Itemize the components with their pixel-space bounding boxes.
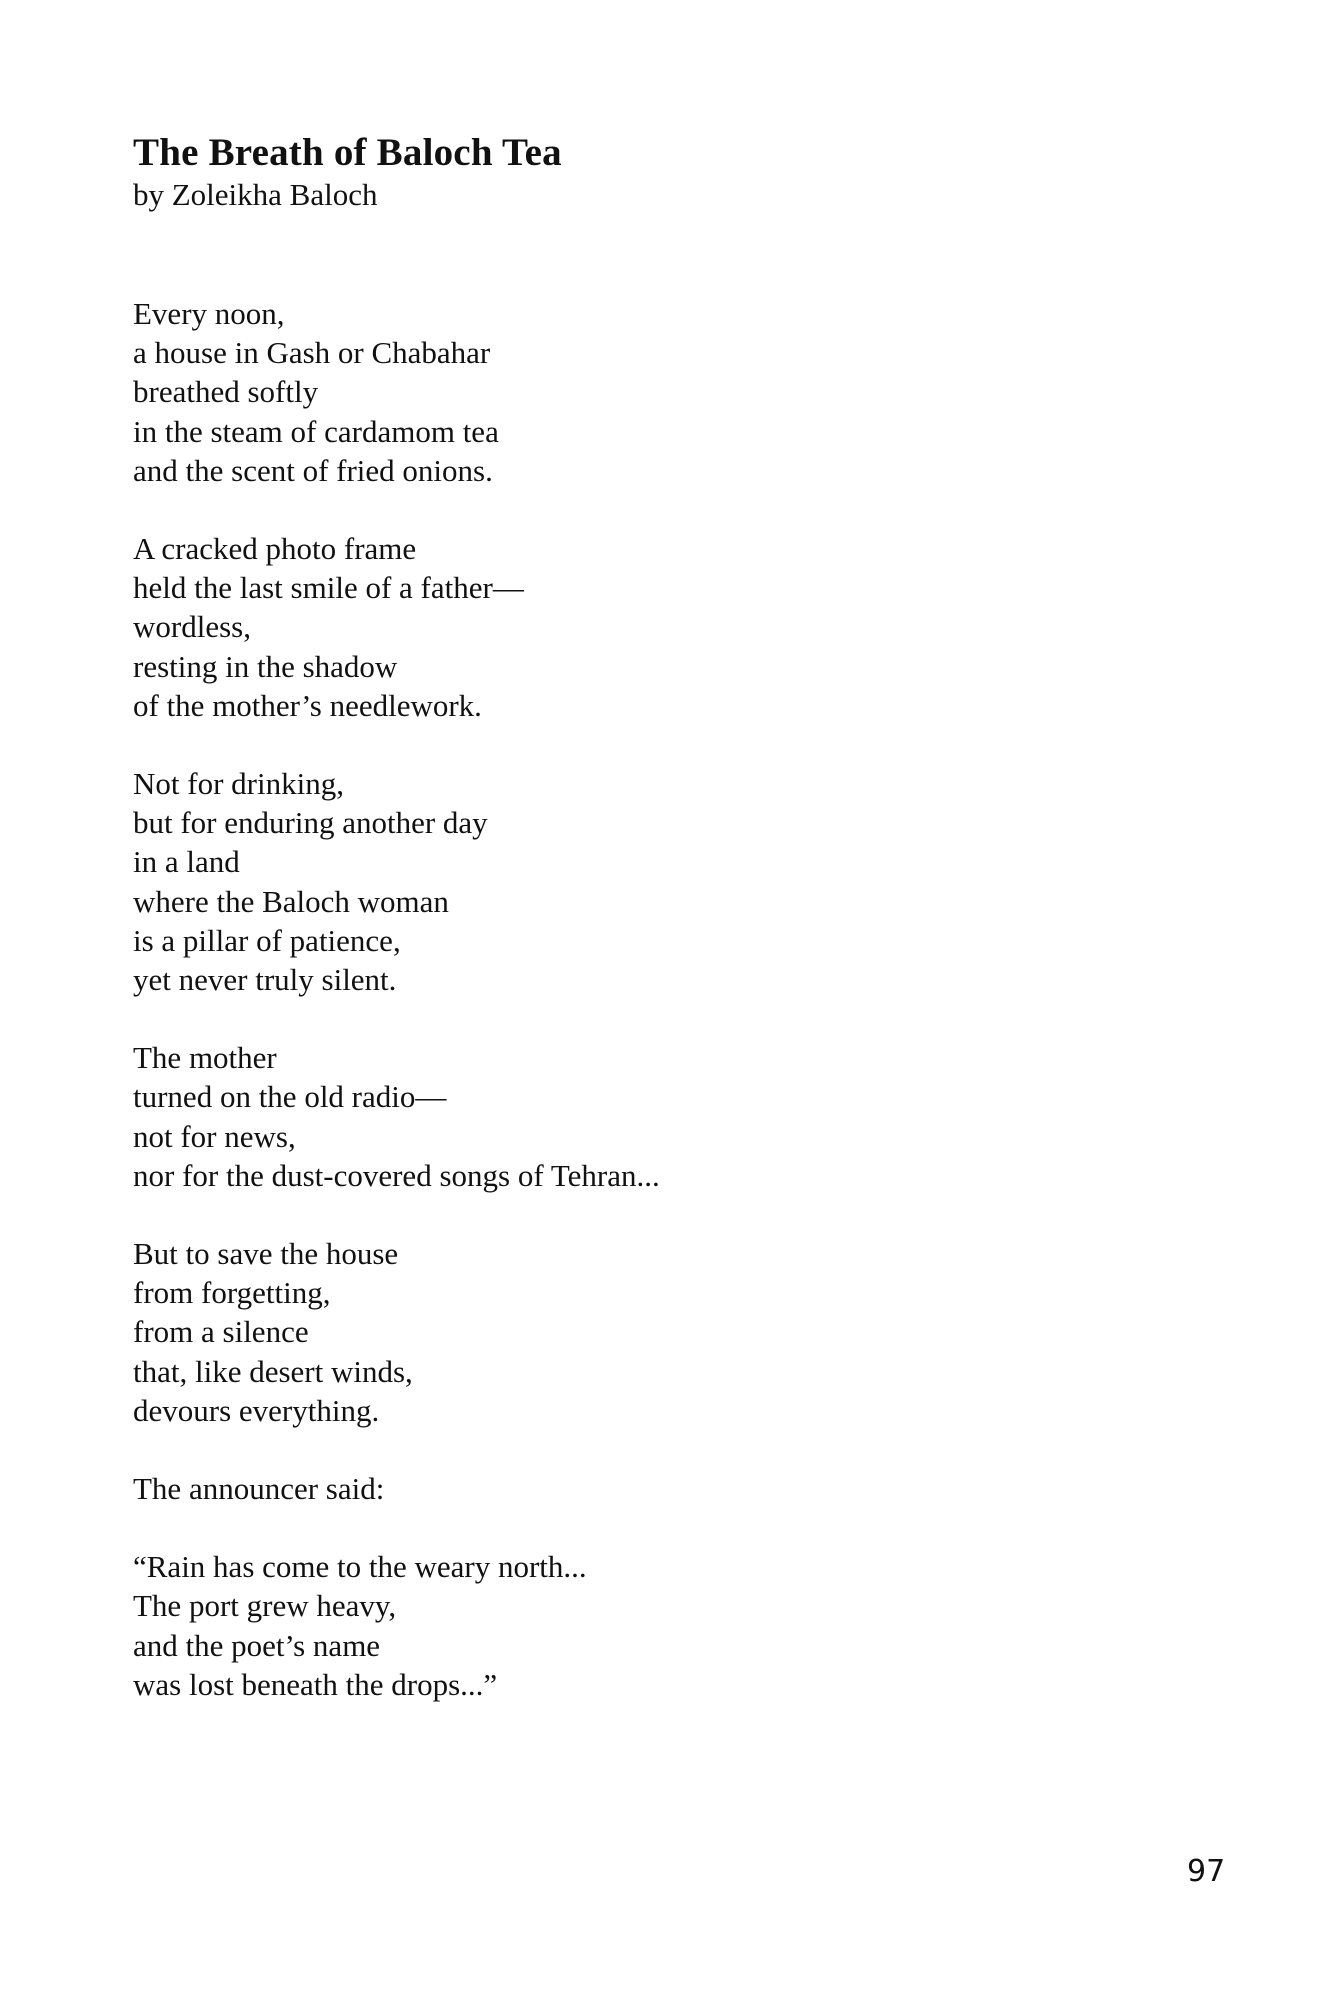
stanza	[133, 764, 1133, 999]
poem-line: that, like desert winds,	[133, 1353, 413, 1389]
stanza	[133, 1038, 1133, 1195]
stanza	[133, 1547, 1133, 1704]
poem-line: is a pillar of patience,	[133, 922, 401, 958]
poem-line: was lost beneath the drops...”	[133, 1666, 498, 1702]
poem-title: The Breath of Baloch Tea	[133, 131, 562, 174]
poem-line: and the scent of fried onions.	[133, 452, 493, 488]
poem-line: The port grew heavy,	[133, 1588, 397, 1624]
poem-line: breathed softly	[133, 374, 319, 410]
poem-line: in the steam of cardamom tea	[133, 413, 499, 449]
stanza	[133, 1234, 1133, 1430]
poem-line: from a silence	[133, 1314, 309, 1350]
poem-line: A cracked photo frame	[133, 531, 417, 567]
poem-line: resting in the shadow	[133, 648, 398, 684]
poem-line: But to save the house	[133, 1236, 399, 1272]
poem-line: of the mother’s needlework.	[133, 687, 482, 723]
poem-body	[133, 294, 1133, 1743]
poem-line: nor for the dust-covered songs of Tehran...	[133, 1157, 660, 1193]
stanza	[133, 529, 1133, 725]
poem-line: “Rain has come to the weary north...	[133, 1549, 587, 1585]
poem-line: but for enduring another day	[133, 805, 488, 841]
poem-line: devours everything.	[133, 1392, 380, 1428]
poem-author: by Zoleikha Baloch	[133, 177, 378, 212]
stanza	[133, 294, 1133, 490]
poem-line: Not for drinking,	[133, 766, 344, 802]
stanza	[133, 1469, 1133, 1508]
poem-line: wordless,	[133, 609, 251, 645]
poem-line: not for news,	[133, 1118, 296, 1154]
poem-line: from forgetting,	[133, 1275, 331, 1311]
poem-line: Every noon,	[133, 296, 285, 331]
poem-line: held the last smile of a father—	[133, 570, 524, 606]
poem-line: a house in Gash or Chabahar	[133, 335, 491, 371]
poem-line: and the poet’s name	[133, 1627, 381, 1663]
poem-line: yet never truly silent.	[133, 962, 397, 998]
poem-line: turned on the old radio—	[133, 1079, 447, 1115]
poem-line: The announcer said:	[133, 1471, 385, 1507]
poem-header	[133, 130, 562, 214]
poem-line: where the Baloch woman	[133, 883, 449, 919]
page-number: 97	[1187, 1854, 1226, 1889]
poem-line: in a land	[133, 844, 240, 880]
poem-line: The mother	[133, 1040, 277, 1076]
